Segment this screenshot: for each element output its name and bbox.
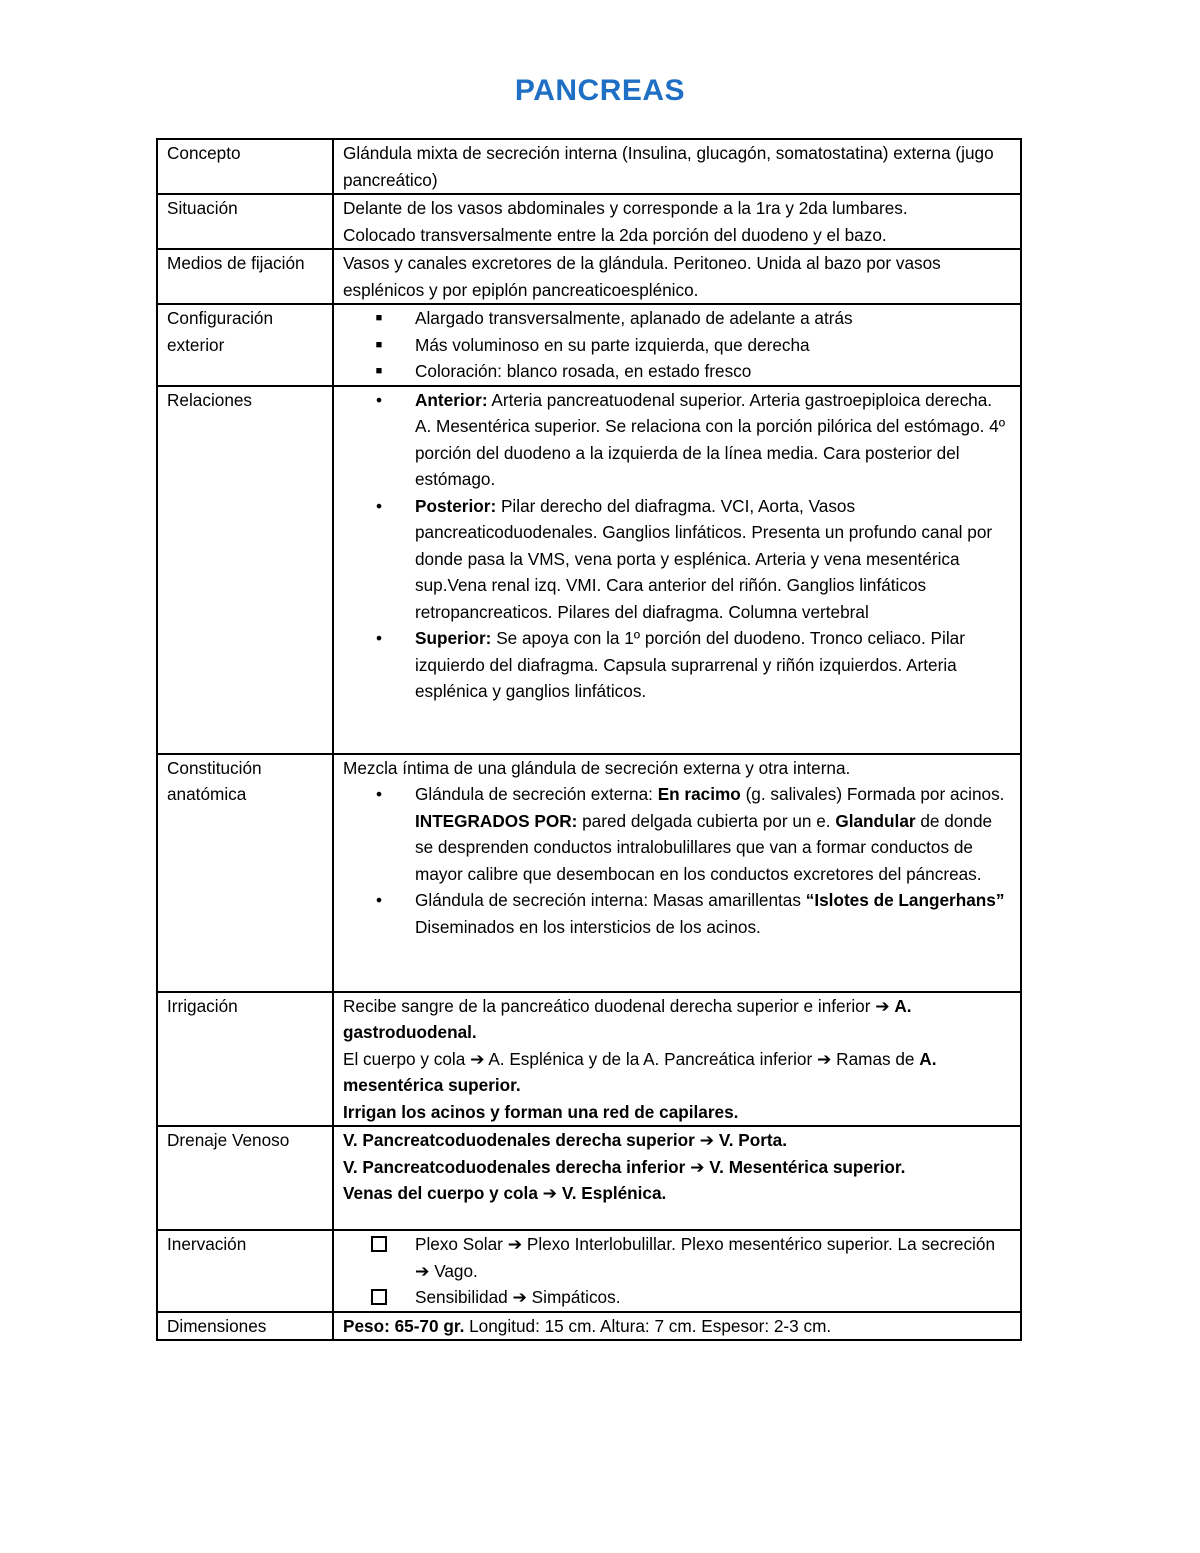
label-irrigacion: Irrigación: [157, 992, 333, 1127]
row-medios: [157, 249, 1021, 304]
label-situacion: Situación: [157, 194, 333, 249]
bullet-icon: •: [375, 628, 383, 648]
value-medios: Vasos y canales excretores de la glándula. Peritoneo. Unida al bazo por vasos esplénicos y por epiplón pancreaticoesplénico.: [333, 249, 1021, 304]
label-medios: Medios de fijación: [157, 249, 333, 304]
label-concepto: Concepto: [157, 139, 333, 194]
arrow-right-icon: ➔: [470, 1048, 485, 1069]
row-drenaje: [157, 1126, 1021, 1230]
value-irrigacion: [333, 992, 1021, 1127]
list-item-plexo: Plexo Solar ➔ Plexo Interlobulillar. Plexo mesentérico superior. La secreción ➔ Vago.: [343, 1231, 1012, 1284]
drenaje-line-1: V. Pancreatcoduodenales derecha superior ➔ V. Porta.: [343, 1130, 787, 1150]
arrow-right-icon: ➔: [512, 1287, 527, 1307]
situacion-line-1: Delante de los vasos abdominales y corresponde a la 1ra y 2da lumbares.: [343, 198, 908, 218]
list-item: ■ Alargado transversalmente, aplanado de adelante a atrás: [343, 305, 1012, 332]
label-drenaje: Drenaje Venoso: [157, 1126, 333, 1230]
situacion-line-2: Colocado transversalmente entre la 2da porción del duodeno y el bazo.: [343, 224, 887, 245]
row-dimensiones: [157, 1312, 1021, 1341]
value-constitucion: [333, 754, 1021, 992]
arrow-right-icon: ➔: [542, 1183, 558, 1203]
list-item-sensibilidad: Sensibilidad ➔ Simpáticos.: [343, 1284, 1012, 1311]
row-relaciones: [157, 386, 1021, 754]
row-situacion: [157, 194, 1021, 249]
list-item-anterior: • Anterior: Arteria pancreatuodenal superior. Arteria gastroepiploica derecha. A. Mesentérica superior. Se relaciona con la porción pilórica del estómago. 4º porción del duodeno a la izquierda de la línea media. Cara posterior del estómago.: [343, 387, 1012, 493]
arrow-right-icon: ➔: [699, 1130, 715, 1150]
value-inervacion: [333, 1230, 1021, 1312]
arrow-right-icon: ➔: [816, 1048, 832, 1069]
constitucion-intro: Mezcla íntima de una glándula de secreción externa y otra interna.: [343, 757, 851, 778]
arrow-right-icon: ➔: [415, 1260, 430, 1281]
arrow-right-icon: ➔: [507, 1234, 523, 1254]
value-drenaje: [333, 1126, 1021, 1230]
list-item: ■ Más voluminoso en su parte izquierda, que derecha: [343, 332, 1012, 359]
square-bullet-icon: ■: [375, 338, 383, 351]
checkbox-bullet-icon: [369, 1284, 389, 1311]
row-inervacion: [157, 1230, 1021, 1312]
label-inervacion: Inervación: [157, 1230, 333, 1312]
row-irrigacion: [157, 992, 1021, 1127]
label-configuracion: Configuración exterior: [157, 304, 333, 386]
bullet-icon: •: [375, 890, 383, 910]
list-item-externa: • Glándula de secreción externa: En racimo (g. salivales) Formada por acinos. INTEGRADOS POR: pared delgada cubierta por un e. Glandular de donde se desprenden conductos intralobulillares que van a formar conductos de mayor calibre que desembocan en los conductos excretores del páncreas.: [343, 781, 1012, 887]
value-dimensiones: Peso: 65-70 gr. Longitud: 15 cm. Altura: 7 cm. Espesor: 2-3 cm.: [333, 1312, 1021, 1341]
list-item: ■ Coloración: blanco rosada, en estado fresco: [343, 358, 1012, 385]
drenaje-line-2: V. Pancreatcoduodenales derecha inferior ➔ V. Mesentérica superior.: [343, 1156, 906, 1177]
list-item-superior: • Superior: Se apoya con la 1º porción del duodeno. Tronco celiaco. Pilar izquierdo del diafragma. Capsula suprarrenal y riñón izquierdos. Arteria esplénica y ganglios linfáticos.: [343, 625, 1012, 705]
arrow-right-icon: ➔: [875, 995, 890, 1016]
label-relaciones: Relaciones: [157, 386, 333, 754]
bullet-icon: •: [375, 495, 383, 516]
bullet-icon: •: [375, 784, 383, 804]
list-item-interna: • Glándula de secreción interna: Masas amarillentas “Islotes de Langerhans” Diseminados en los intersticios de los acinos.: [343, 887, 1012, 940]
irrigacion-p2: El cuerpo y cola ➔ A. Esplénica y de la A. Pancreática inferior ➔ Ramas de A. mesentérica superior.: [343, 1048, 937, 1095]
checkbox-bullet-icon: [369, 1231, 389, 1258]
label-constitucion: Constitución anatómica: [157, 754, 333, 992]
value-configuracion: [333, 304, 1021, 386]
page-title: PANCREAS: [514, 74, 686, 107]
row-concepto: [157, 139, 1021, 194]
pancreas-table: [156, 138, 1022, 1341]
irrigacion-p1: Recibe sangre de la pancreático duodenal derecha superior e inferior ➔ A. gastroduodenal.: [343, 995, 912, 1042]
square-bullet-icon: ■: [375, 312, 383, 324]
list-item-posterior: • Posterior: Pilar derecho del diafragma. VCI, Aorta, Vasos pancreaticoduodenales. Ganglios linfáticos. Presenta un profundo canal por donde pasa la VMS, vena porta y esplénica. Arteria y vena mesentérica sup.Vena renal izq. VMI. Cara anterior del riñón. Ganglios linfáticos retropancreaticos. Pilares del diafragma. Columna vertebral: [343, 493, 1012, 626]
drenaje-line-3: Venas del cuerpo y cola ➔ V. Esplénica.: [343, 1183, 667, 1203]
value-situacion: [333, 194, 1021, 249]
value-concepto: Glándula mixta de secreción interna (Insulina, glucagón, somatostatina) externa (jugo pancreático): [333, 139, 1021, 194]
label-dimensiones: Dimensiones: [157, 1312, 333, 1341]
bullet-icon: •: [375, 389, 383, 410]
row-configuracion: [157, 304, 1021, 386]
square-bullet-icon: ■: [375, 365, 383, 377]
row-constitucion: [157, 754, 1021, 992]
arrow-right-icon: ➔: [690, 1156, 705, 1177]
irrigacion-p3: Irrigan los acinos y forman una red de capilares.: [343, 1101, 739, 1122]
value-relaciones: [333, 386, 1021, 754]
